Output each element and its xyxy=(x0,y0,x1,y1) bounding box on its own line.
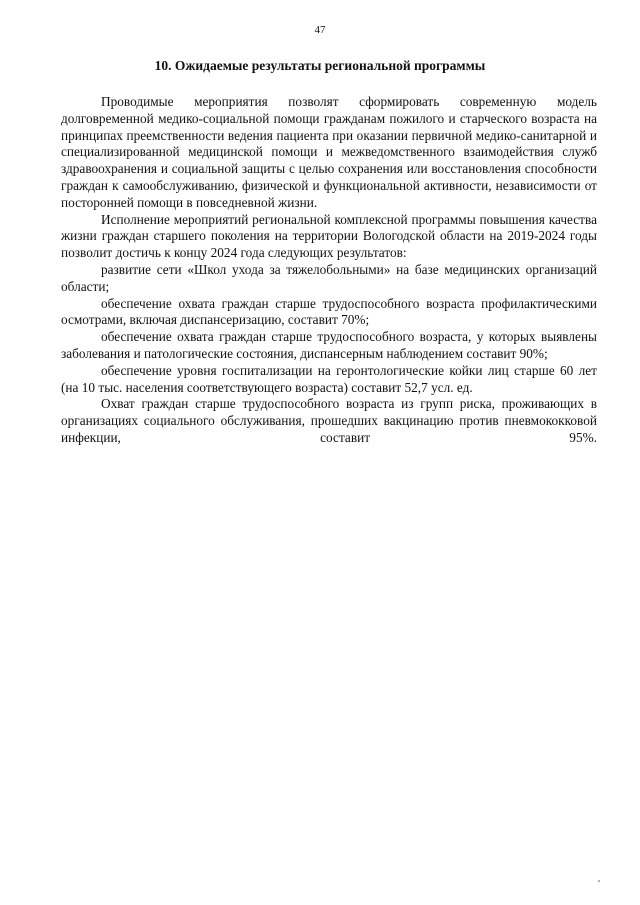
paragraph-hospitalization-level: обеспечение уровня госпитализации на геронтологические койки лиц старше 60 лет (на 10 тыс. населения соответствующего возраста) составит 52,7 усл. ед. xyxy=(61,362,597,395)
paragraph-program-results-intro: Исполнение мероприятий региональной комплексной программы повышения качества жизни граждан старшего поколения на территории Вологодской области на 2019-2024 годы позволит достичь к концу 2024 года следующих результатов: xyxy=(61,211,597,261)
paragraph-care-schools: развитие сети «Школ ухода за тяжелобольными» на базе медицинских организаций области; xyxy=(61,261,597,294)
paragraph-dispensary-observation: обеспечение охвата граждан старше трудоспособного возраста, у которых выявлены заболевания и патологические состояния, диспансерным наблюдением составит 90%; xyxy=(61,329,597,361)
document-body xyxy=(61,94,597,447)
paragraph-vaccination-coverage: Охват граждан старше трудоспособного возраста из групп риска, проживающих в организациях социального обслуживания, прошедших вакцинацию против пневмококковой инфекции, составит 95%. xyxy=(61,396,597,445)
section-title: 10. Ожидаемые результаты региональной программы xyxy=(154,58,486,73)
scan-artifact-dot xyxy=(598,880,600,882)
page-number: 47 xyxy=(314,24,326,36)
paragraph-preventive-exams: обеспечение охвата граждан старше трудоспособного возраста профилактическими осмотрами, включая диспансеризацию, составит 70%; xyxy=(61,295,597,328)
paragraph-model-description: Проводимые мероприятия позволят сформировать современную модель долговременной медико-социальной помощи гражданам пожилого и старческого возраста на принципах преемственности ведения пациента при оказании первичной медико-санитарной и специализированной медицинской помощи и межведомственного взаимодействия служб здравоохранения и социальной защиты с целью сохранения или восстановления способности граждан к самообслуживанию, физической и функциональной активности, независимости от посторонней помощи в повседневной жизни. xyxy=(61,94,597,210)
